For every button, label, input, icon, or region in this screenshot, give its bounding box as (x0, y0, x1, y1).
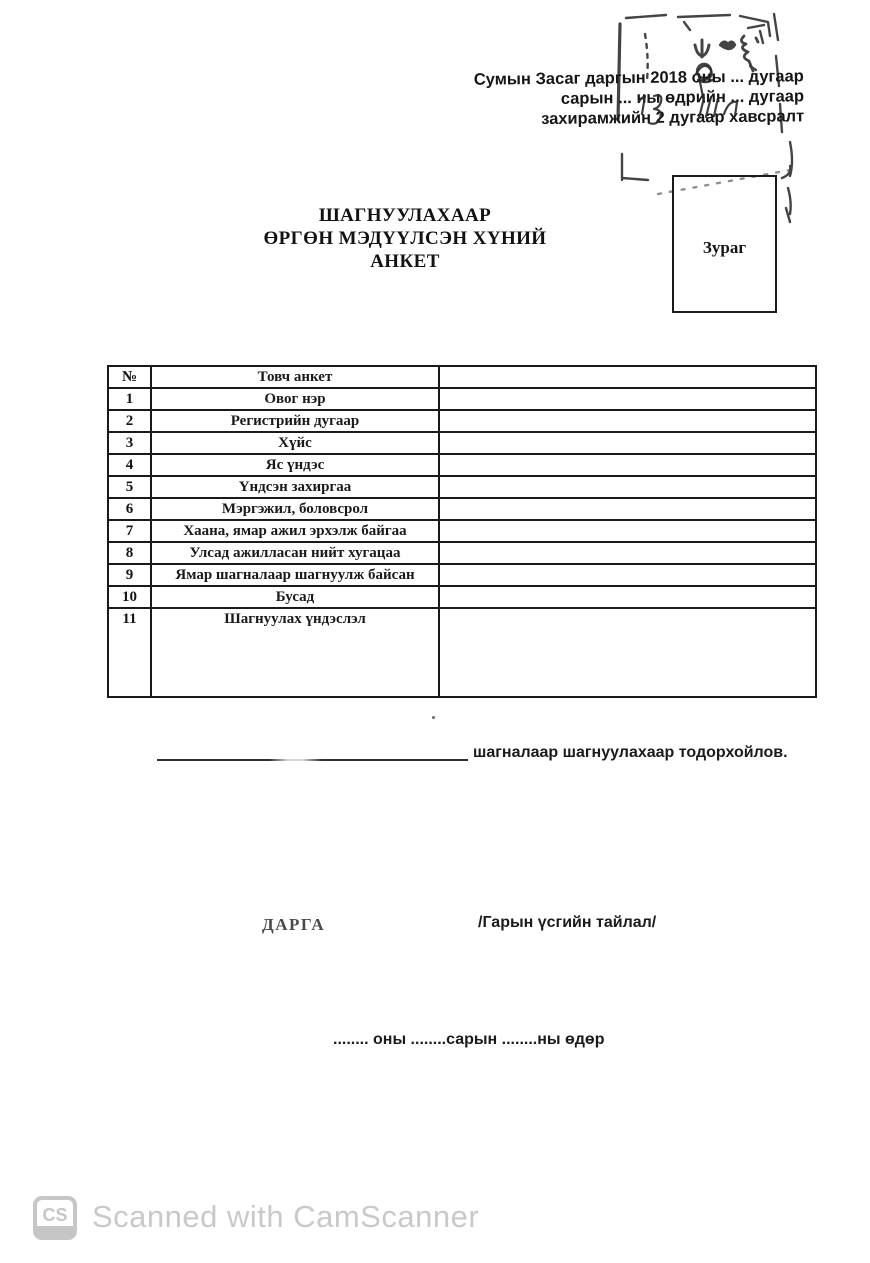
row-label: Яс үндэс (152, 455, 440, 475)
row-value-cell (440, 455, 815, 475)
row-value-cell (440, 411, 815, 431)
row-label: Товч анкет (152, 367, 440, 387)
table-row (109, 565, 815, 587)
scan-speck (432, 716, 435, 719)
form-title-line1: ШАГНУУЛАХААР (318, 205, 492, 226)
camscanner-watermark-text: Scanned with CamScanner (92, 1199, 480, 1234)
row-label: Мэргэжил, боловсрол (152, 499, 440, 519)
row-value-cell (440, 543, 815, 563)
row-label: Регистрийн дугаар (152, 411, 440, 431)
row-number: 3 (109, 433, 152, 453)
row-number: 7 (109, 521, 152, 541)
table-row (109, 587, 815, 609)
table-row (109, 389, 815, 411)
photo-box-label: Зураг (702, 238, 747, 257)
row-number: № (109, 367, 152, 387)
table-row (109, 543, 815, 565)
signature-transcript-label: /Гарын үсгийн тайлал/ (478, 914, 657, 931)
header-annotation-line2: сарын ... ны өдрийн ... дугаар (560, 87, 805, 108)
row-label: Ямар шагналаар шагнуулж байсан (152, 565, 440, 585)
row-value-cell (440, 565, 815, 585)
header-annotation-line3: захирамжийн 2 дугаар хавсралт (541, 107, 805, 129)
row-number: 2 (109, 411, 152, 431)
row-value-cell (440, 499, 815, 519)
row-label: Үндсэн захиргаа (152, 477, 440, 497)
statement-text: шагналаар шагнуулахаар тодорхойлов. (473, 744, 788, 761)
table-row (109, 477, 815, 499)
table-row (109, 499, 815, 521)
row-number: 9 (109, 565, 152, 585)
photo-box (672, 175, 777, 313)
row-number: 1 (109, 389, 152, 409)
row-value-cell (440, 367, 815, 387)
form-title-line2: ӨРГӨН МЭДҮҮЛСЭН ХҮНИЙ АНКЕТ (263, 228, 547, 272)
table-row (109, 433, 815, 455)
table-row (109, 455, 815, 477)
row-value-cell (440, 433, 815, 453)
row-value-cell (440, 477, 815, 497)
camscanner-badge-icon (33, 1196, 77, 1240)
table-row (109, 609, 815, 696)
row-number: 4 (109, 455, 152, 475)
row-value-cell (440, 389, 815, 409)
questionnaire-table (107, 365, 817, 698)
date-line: ........ оны ........сарын ........ны өдөр (333, 1031, 605, 1048)
row-number: 6 (109, 499, 152, 519)
table-row (109, 367, 815, 389)
row-value-cell (440, 587, 815, 607)
row-label: Овог нэр (152, 389, 440, 409)
signature-title-label: ДАРГА (262, 915, 326, 934)
row-value-cell (440, 609, 815, 696)
row-number: 5 (109, 477, 152, 497)
row-label: Хүйс (152, 433, 440, 453)
row-number: 10 (109, 587, 152, 607)
row-value-cell (440, 521, 815, 541)
row-number: 8 (109, 543, 152, 563)
header-annotation-line1: Сумын Засаг даргын 2018 оны ... дугаар (473, 67, 804, 89)
handwritten-annotation-icon (598, 58, 778, 128)
camscanner-badge-text: CS (42, 1205, 68, 1225)
form-title (240, 204, 570, 273)
row-label: Хаана, ямар ажил эрхэлж байгаа (152, 521, 440, 541)
table-row (109, 521, 815, 543)
row-label: Шагнуулах үндэслэл (152, 609, 440, 696)
row-label: Бусад (152, 587, 440, 607)
table-row (109, 411, 815, 433)
statement-blank-line (157, 759, 468, 761)
row-label: Улсад ажилласан нийт хугацаа (152, 543, 440, 563)
row-number: 11 (109, 609, 152, 696)
